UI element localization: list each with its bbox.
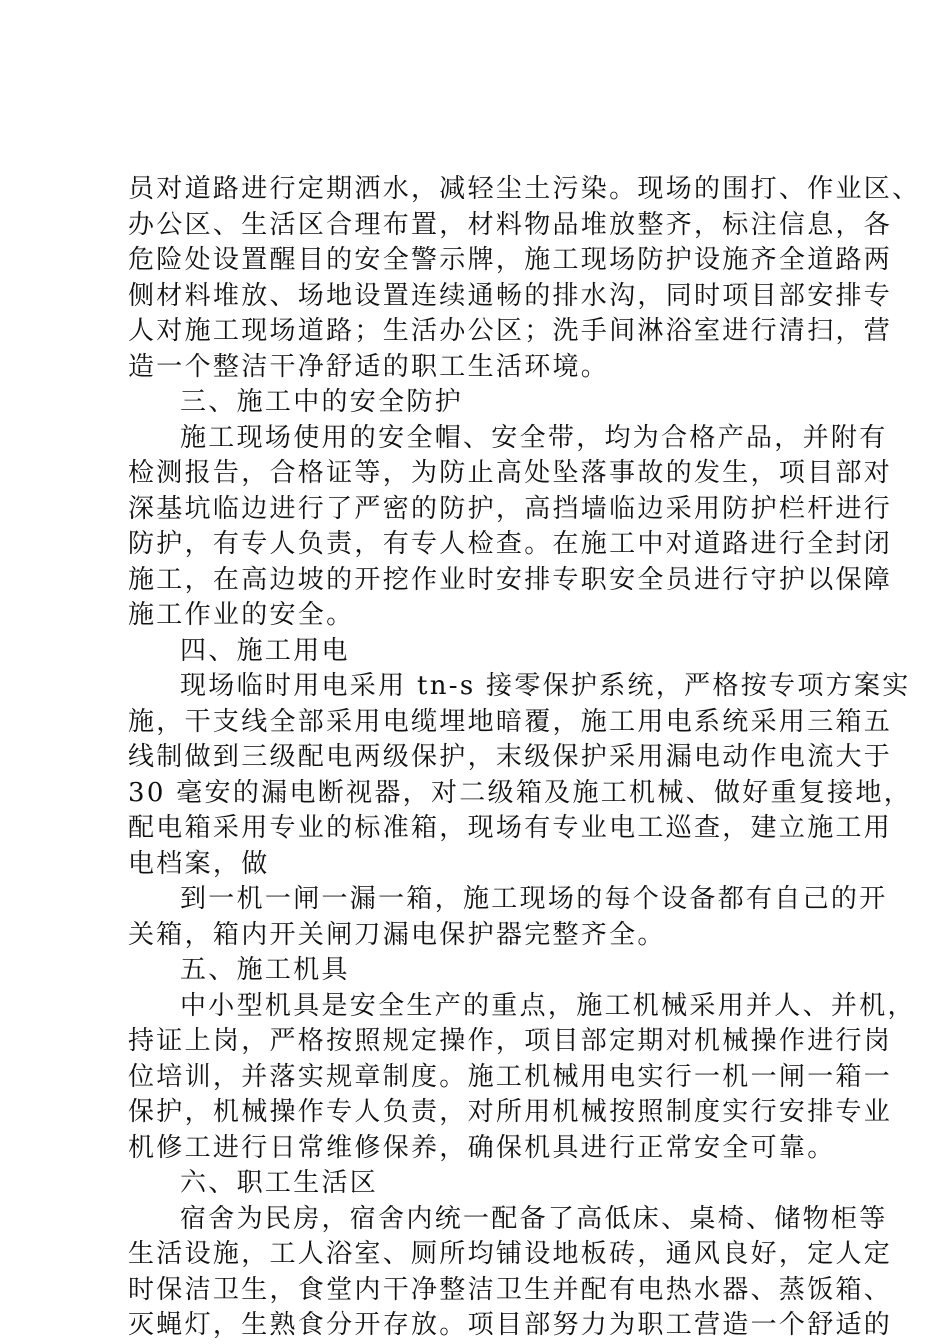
text-line: 关箱，箱内开关闸刀漏电保护器完整齐全。 — [128, 919, 666, 950]
text-line: 配电箱采用专业的标准箱，现场有专业电工巡查，建立施工用 — [128, 813, 893, 843]
text-line: 施工作业的安全。 — [128, 600, 355, 630]
text-line: 造一个整洁干净舒适的职工生活环境。 — [128, 351, 610, 382]
text-line: 灭蝇灯，生熟食分开存放。项目部努力为职工营造一个舒适的 — [128, 1310, 893, 1340]
text-line: 危险处设置醒目的安全警示牌，施工现场防护设施齐全道路两 — [128, 245, 893, 275]
text-line: 持证上岗，严格按照规定操作，项目部定期对机械操作进行岗 — [128, 1026, 893, 1056]
document-body — [128, 172, 921, 1344]
text-line: 电档案，做 — [128, 848, 270, 879]
text-line: 防护，有专人负责，有专人检查。在施工中对道路进行全封闭 — [128, 529, 893, 559]
text-line: 30 毫安的漏电断视器，对二级箱及施工机械、做好重复接地， — [128, 777, 913, 808]
text-line: 五、施工机具 — [180, 955, 350, 985]
text-line: 员对道路进行定期洒水，减轻尘土污染。现场的围打、作业区、 — [128, 174, 921, 204]
text-line: 保护，机械操作专人负责，对所用机械按照制度实行安排专业 — [128, 1097, 893, 1127]
text-line: 线制做到三级配电两级保护，末级保护采用漏电动作电流大于 — [128, 742, 893, 772]
text-line: 六、职工生活区 — [180, 1168, 379, 1198]
text-line: 侧材料堆放、场地设置连续通畅的排水沟，同时项目部安排专 — [128, 280, 893, 311]
text-line: 宿舍为民房，宿舍内统一配备了高低床、桌椅、储物柜等 — [180, 1203, 888, 1234]
text-line: 中小型机具是安全生产的重点，施工机械采用并人、并机， — [180, 990, 916, 1021]
text-line: 三、施工中的安全防护 — [180, 387, 464, 417]
text-line: 施工，在高边坡的开挖作业时安排专职安全员进行守护以保障 — [128, 564, 893, 595]
text-line: 施工现场使用的安全帽、安全带，均为合格产品，并附有 — [180, 422, 888, 453]
text-line: 时保洁卫生，食堂内干净整洁卫生并配有电热水器、蒸饭箱、 — [128, 1274, 893, 1305]
text-line: 人对施工现场道路；生活办公区；洗手间淋浴室进行清扫，营 — [128, 316, 893, 346]
text-line: 检测报告，合格证等，为防止高处坠落事故的发生，项目部对 — [128, 458, 893, 488]
text-line: 现场临时用电采用 tn-s 接零保护系统，严格按专项方案实 — [180, 671, 911, 701]
text-line: 施，干支线全部采用电缆埋地暗覆，施工用电系统采用三箱五 — [128, 706, 893, 737]
text-line: 生活设施，工人浴室、厕所均铺设地板砖，通风良好，定人定 — [128, 1239, 893, 1269]
text-line: 到一机一闸一漏一箱，施工现场的每个设备都有自己的开 — [180, 884, 888, 914]
text-line: 深基坑临边进行了严密的防护，高挡墙临边采用防护栏杆进行 — [128, 493, 893, 524]
text-line: 位培训，并落实规章制度。施工机械用电实行一机一闸一箱一 — [128, 1061, 893, 1092]
text-line: 办公区、生活区合理布置，材料物品堆放整齐，标注信息，各 — [128, 209, 893, 240]
text-line: 机修工进行日常维修保养，确保机具进行正常安全可靠。 — [128, 1132, 836, 1163]
text-line: 四、施工用电 — [180, 635, 350, 666]
